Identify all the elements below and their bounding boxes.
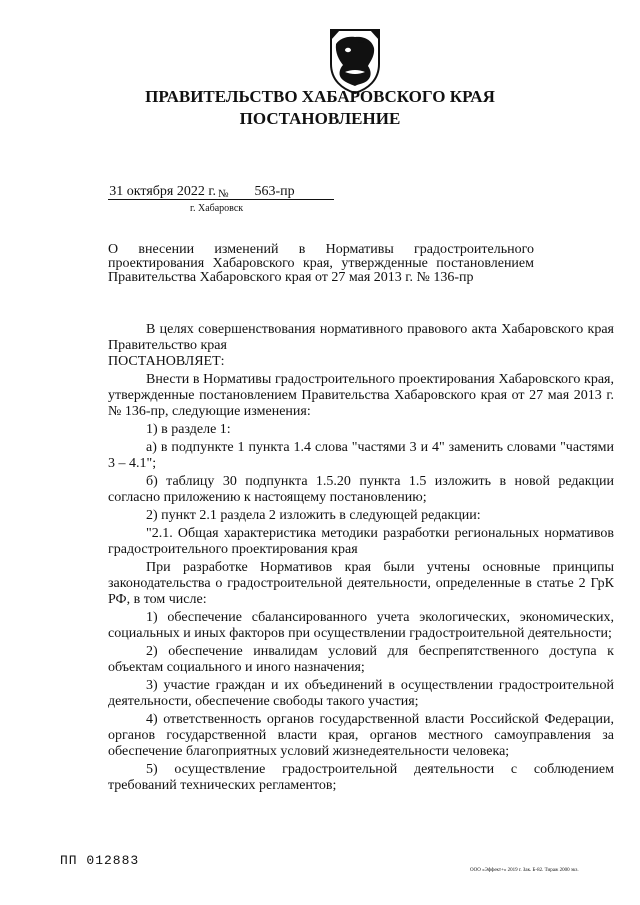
organization-title: ПРАВИТЕЛЬСТВО ХАБАРОВСКОГО КРАЯ — [145, 87, 495, 106]
document-date: 31 октября 2022 г. — [109, 184, 216, 199]
printer-imprint: ООО «Эффект+» 2019 г. Зак. Б-82. Тираж 2000 экз. — [470, 868, 579, 873]
form-serial-stamp: ПП 012883 — [60, 853, 140, 868]
body-paragraph-11: 4) ответственность органов государственной власти Российской Федерации, органов государственной власти края, органов местного самоуправления за обеспечение благоприятных условий жизнедеятельности человека; — [108, 712, 614, 759]
body-paragraph-7: При разработке Нормативов края были учтены основные принципы законодательства о градостроительной деятельности, определенные в статье 2 ГрК РФ, в том числе: — [108, 560, 614, 607]
khabarovsk-coat-of-arms-icon — [328, 28, 382, 94]
preamble-paragraph: В целях совершенствования нормативного правового акта Хабаровского края Правительство края — [108, 322, 614, 353]
number-sign: № — [218, 188, 229, 200]
body-paragraph-3: а) в подпункте 1 пункта 1.4 слова "частями 3 и 4" заменить словами "частями 3 – 4.1"; — [108, 440, 614, 471]
body-paragraph-9: 2) обеспечение инвалидам условий для беспрепятственного доступа к объектам социального и иного назначения; — [108, 644, 614, 675]
body-paragraph-12: 5) осуществление градостроительной деятельности с соблюдением требований технических регламентов; — [108, 762, 614, 793]
document-body — [108, 322, 614, 796]
body-paragraph-8: 1) обеспечение сбалансированного учета экологических, экономических, социальных и иных факторов при осуществлении градостроительной деятельности; — [108, 610, 614, 641]
body-paragraph-2: 1) в разделе 1: — [146, 422, 231, 437]
date-underline — [108, 199, 334, 200]
date-number-row — [108, 183, 295, 203]
body-paragraph-4: б) таблицу 30 подпункта 1.5.20 пункта 1.5 изложить в новой редакции согласно приложению к настоящему постановлению; — [108, 474, 614, 505]
body-paragraph-5: 2) пункт 2.1 раздела 2 изложить в следующей редакции: — [146, 508, 481, 523]
document-kind-title: ПОСТАНОВЛЕНИЕ — [239, 109, 401, 128]
document-subject: О внесении изменений в Нормативы градостроительного проектирования Хабаровского края, утвержденные постановлением Правительства Хабаровского края от 27 мая 2013 г. № 136-пр — [108, 242, 534, 285]
body-paragraph-1: Внести в Нормативы градостроительного проектирования Хабаровского края, утвержденные постановлением Правительства Хабаровского края от 27 мая 2013 г. № 136-пр, следующие изменения: — [108, 372, 614, 419]
document-number: 563-пр — [254, 184, 295, 199]
body-paragraph-10: 3) участие граждан и их объединений в осуществлении градостроительной деятельности, обеспечение свободы такого участия; — [108, 678, 614, 709]
body-paragraph-6: "2.1. Общая характеристика методики разработки региональных нормативов градостроительного проектирования края — [108, 526, 614, 557]
document-city: г. Хабаровск — [190, 203, 244, 214]
resolves-heading: ПОСТАНОВЛЯЕТ: — [108, 354, 225, 369]
